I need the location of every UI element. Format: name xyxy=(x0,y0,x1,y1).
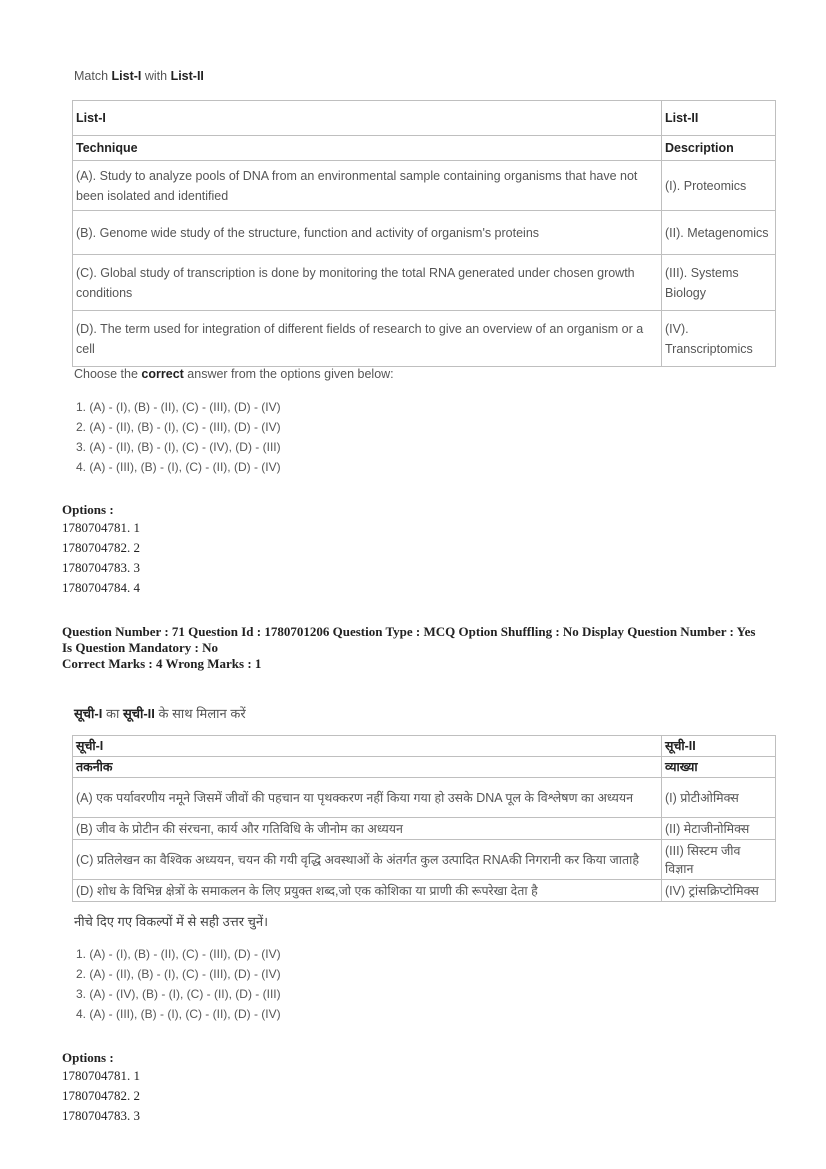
description-cell: (I). Proteomics xyxy=(662,161,776,211)
table-row xyxy=(73,311,776,367)
choose-bold: correct xyxy=(141,367,184,381)
table-subheader-row xyxy=(73,136,776,161)
option-id: 1780704783. 3 xyxy=(62,1108,140,1123)
answer-list-hindi xyxy=(76,944,281,1024)
options-label: Options : xyxy=(62,1050,114,1065)
option-id: 1780704782. 2 xyxy=(62,1088,140,1103)
question-intro xyxy=(74,69,204,83)
answer-item: 4. (A) - (III), (B) - (I), (C) - (II), (D) - (IV) xyxy=(76,460,281,474)
table-row xyxy=(73,778,776,818)
description-header: व्याख्या xyxy=(662,757,776,778)
list1-header: List-I xyxy=(73,101,662,136)
answer-item: 4. (A) - (III), (B) - (I), (C) - (II), (D) - (IV) xyxy=(76,1007,281,1021)
technique-cell: (A). Study to analyze pools of DNA from an environmental sample containing organisms that have not been isolated and identified xyxy=(73,161,662,211)
technique-cell: (D) शोध के विभिन्न क्षेत्रों के समाकलन के लिए प्रयुक्त शब्द,जो एक कोशिका या प्राणी की रूपरेखा देता है xyxy=(73,880,662,902)
table-row xyxy=(73,255,776,311)
option-id: 1780704784. 4 xyxy=(62,580,140,595)
table-row xyxy=(73,880,776,902)
answer-list xyxy=(76,397,281,477)
technique-cell: (C) प्रतिलेखन का वैश्विक अध्ययन, चयन की गयी वृद्धि अवस्थाओं के अंतर्गत कुल उत्पादित RNAकी निगरानी कर किया जाताहै xyxy=(73,840,662,880)
technique-cell: (D). The term used for integration of different fields of research to give an overview of an organism or a cell xyxy=(73,311,662,367)
table-header-row xyxy=(73,101,776,136)
intro-list1: सूची-I xyxy=(74,706,103,721)
meta-line: Is Question Mandatory : No xyxy=(62,640,219,655)
meta-line: Correct Marks : 4 Wrong Marks : 1 xyxy=(62,656,262,671)
list2-header: सूची-II xyxy=(662,736,776,757)
table-row xyxy=(73,818,776,840)
meta-line: Question Number : 71 Question Id : 1780701206 Question Type : MCQ Option Shuffling : No Display Question Number : Yes xyxy=(62,624,756,639)
list2-header: List-II xyxy=(662,101,776,136)
intro-list2: सूची-II xyxy=(122,706,155,721)
answer-item: 1. (A) - (I), (B) - (II), (C) - (III), (D) - (IV) xyxy=(76,400,281,414)
description-cell: (II) मेटाजीनोमिक्स xyxy=(662,818,776,840)
technique-cell: (B) जीव के प्रोटीन की संरचना, कार्य और गतिविधि के जीनोम का अध्ययन xyxy=(73,818,662,840)
question-meta xyxy=(62,624,792,672)
answer-item: 3. (A) - (II), (B) - (I), (C) - (IV), (D) - (III) xyxy=(76,440,281,454)
option-id: 1780704781. 1 xyxy=(62,520,140,535)
answer-item: 3. (A) - (IV), (B) - (I), (C) - (II), (D) - (III) xyxy=(76,987,281,1001)
description-cell: (IV) ट्रांसक्रिप्टोमिक्स xyxy=(662,880,776,902)
table-row xyxy=(73,161,776,211)
technique-cell: (C). Global study of transcription is done by monitoring the total RNA generated under chosen growth conditions xyxy=(73,255,662,311)
intro-list1: List-I xyxy=(111,69,142,83)
list1-header: सूची-I xyxy=(73,736,662,757)
answer-item: 2. (A) - (II), (B) - (I), (C) - (III), (D) - (IV) xyxy=(76,420,281,434)
match-table xyxy=(72,100,776,367)
description-cell: (III). Systems Biology xyxy=(662,255,776,311)
options-label: Options : xyxy=(62,502,114,517)
option-id: 1780704781. 1 xyxy=(62,1068,140,1083)
table-row xyxy=(73,840,776,880)
answer-item: 1. (A) - (I), (B) - (II), (C) - (III), (D) - (IV) xyxy=(76,947,281,961)
choose-text: Choose the xyxy=(74,367,142,381)
intro-text: with xyxy=(141,69,171,83)
intro-list2: List-II xyxy=(170,69,204,83)
choose-text: answer from the options given below: xyxy=(183,367,394,381)
table-row xyxy=(73,211,776,255)
technique-header: तकनीक xyxy=(73,757,662,778)
option-id: 1780704783. 3 xyxy=(62,560,140,575)
match-table-hindi xyxy=(72,735,776,902)
option-id: 1780704782. 2 xyxy=(62,540,140,555)
question-intro-hindi xyxy=(74,704,246,722)
technique-header: Technique xyxy=(73,136,662,161)
intro-text: Match xyxy=(74,69,112,83)
option-ids xyxy=(62,1066,140,1126)
option-ids xyxy=(62,518,140,598)
description-cell: (I) प्रोटीओमिक्स xyxy=(662,778,776,818)
description-cell: (IV). Transcriptomics xyxy=(662,311,776,367)
table-subheader-row xyxy=(73,757,776,778)
intro-text: के साथ मिलान करें xyxy=(154,706,246,721)
answer-item: 2. (A) - (II), (B) - (I), (C) - (III), (D) - (IV) xyxy=(76,967,281,981)
choose-instruction-hindi: नीचे दिए गए विकल्पों में से सही उत्तर चुनें। xyxy=(74,914,269,929)
description-cell: (III) सिस्टम जीव विज्ञान xyxy=(662,840,776,880)
choose-instruction xyxy=(74,367,394,381)
technique-cell: (B). Genome wide study of the structure, function and activity of organism's proteins xyxy=(73,211,662,255)
table-header-row xyxy=(73,736,776,757)
technique-cell: (A) एक पर्यावरणीय नमूने जिसमें जीवों की पहचान या पृथक्करण नहीं किया गया हो उसके DNA पूल के विश्लेषण का अध्ययन xyxy=(73,778,662,818)
intro-text: का xyxy=(102,706,123,721)
description-header: Description xyxy=(662,136,776,161)
description-cell: (II). Metagenomics xyxy=(662,211,776,255)
